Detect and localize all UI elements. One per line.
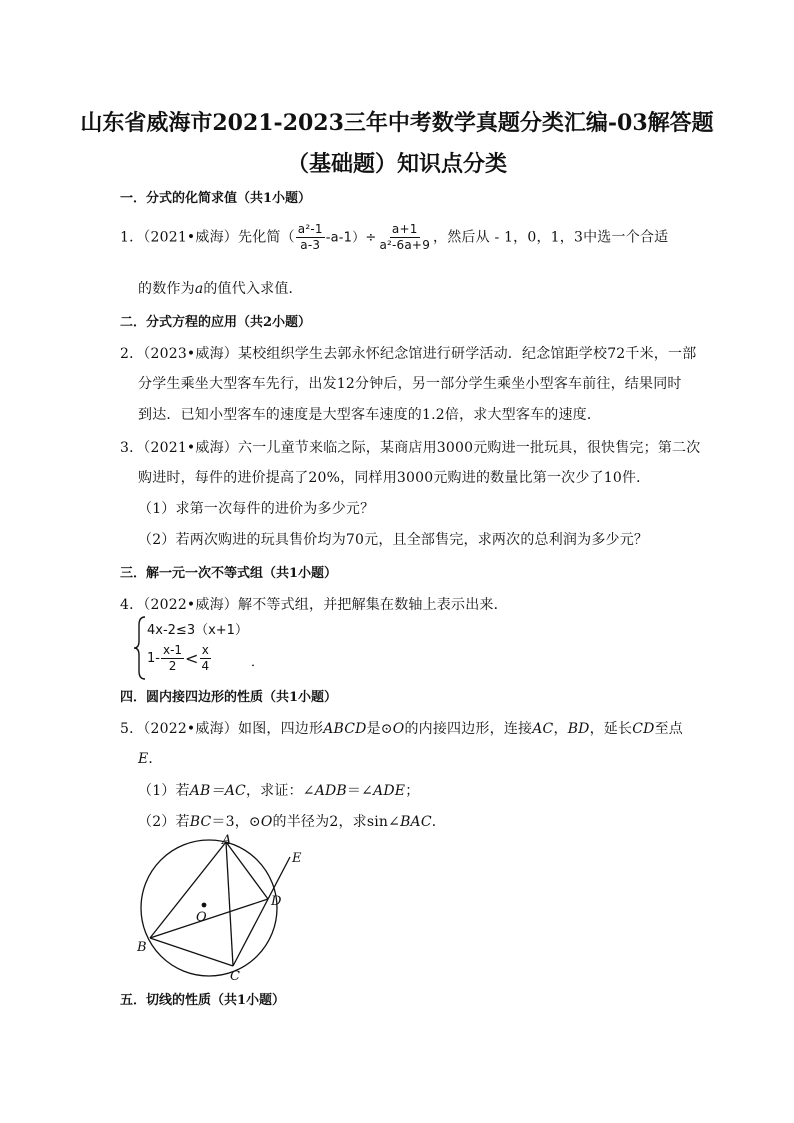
circle-quadrilateral-figure <box>120 830 320 985</box>
q5-abcd: ABCD <box>323 721 367 737</box>
ineq2-fraction-2 <box>199 643 211 674</box>
q5s1-text-d: ； <box>405 783 420 799</box>
q5s2-text-d: ． <box>431 814 446 830</box>
document-title-line-2: （基础题）知识点分类 <box>286 151 507 177</box>
q5-ac: AC <box>532 721 554 737</box>
q1-fraction-2 <box>377 222 432 253</box>
q5-cd: CD <box>632 721 655 737</box>
label-o: O <box>196 910 207 925</box>
q5-text-e: 至点 <box>654 721 683 737</box>
segment-ad <box>226 842 268 899</box>
question-5-sub-2 <box>138 811 446 831</box>
label-b: B <box>137 940 147 955</box>
question-1-line-1 <box>120 222 668 253</box>
q1-mid: -a-1）÷ <box>325 230 377 246</box>
segment-bc <box>150 938 233 966</box>
q5s1-adb: ADB <box>314 783 347 799</box>
label-a: A <box>222 833 232 848</box>
question-1-line-2 <box>138 278 303 298</box>
question-2-line-3: 到达．已知小型客车的速度是大型客车速度的1.2倍，求大型客车的速度． <box>138 407 602 423</box>
inequality-period: ． <box>251 655 265 670</box>
figure-lines <box>150 842 290 966</box>
q5s1-ab-eq-ac: AB＝AC <box>189 783 246 799</box>
ineq2-frac2-denominator: 4 <box>201 659 210 673</box>
question-4-line-1: 4．（2022•威海）解不等式组，并把解集在数轴上表示出来． <box>120 597 508 613</box>
q5-text-b: 是⊙ <box>366 721 393 737</box>
q5s2-bc: BC <box>189 814 212 830</box>
question-2-line-2: 分学生乘坐大型客车先行，出发12分钟后，另一部分学生乘坐小型客车前往，结果同时 <box>138 376 682 392</box>
q5s2-o: O <box>260 814 273 830</box>
label-d: D <box>271 894 282 909</box>
ineq2-frac1-denominator: 2 <box>168 659 177 673</box>
q5-period: ． <box>148 751 163 767</box>
q5s1-text-c: ＝∠ <box>346 783 374 799</box>
q1-line2-text-a: 的数作为 <box>138 281 195 297</box>
brace-icon <box>133 615 147 681</box>
section-heading-5: 五．切线的性质（共1小题） <box>120 993 286 1008</box>
q1-variable-a: a <box>194 281 204 297</box>
question-2-line-1: 2．（2023•威海）某校组织学生去郭永怀纪念馆进行研学活动．纪念馆距学校72千米，一部 <box>120 346 697 362</box>
question-5-line-1 <box>120 718 683 738</box>
q5s2-text-c: 的半径为2，求sin∠ <box>272 814 401 830</box>
q5-comma: ， <box>553 721 568 737</box>
inequality-system <box>133 615 273 681</box>
segment-ce <box>233 857 290 966</box>
center-point <box>202 903 207 908</box>
segment-ab <box>150 842 226 938</box>
section-heading-3: 三．解一元一次不等式组（共1小题） <box>120 566 338 581</box>
q5-bd: BD <box>567 721 590 737</box>
q5s2-text-a: （2）若 <box>138 814 190 830</box>
question-3-line-1: 3．（2021•威海）六一儿童节来临之际，某商店用3000元购进一批玩具，很快售完；第二次 <box>120 440 701 456</box>
section-heading-4: 四．圆内接四边形的性质（共1小题） <box>120 690 338 705</box>
label-c: C <box>230 969 240 984</box>
q1-suffix: ，然后从 - 1，0，1，3中选一个合适 <box>433 229 669 246</box>
section-heading-2: 二．分式方程的应用（共2小题） <box>120 315 312 330</box>
q1-frac1-numerator: a²-1 <box>297 222 323 236</box>
q5s2-bac: BAC <box>400 814 432 830</box>
inequality-2 <box>147 643 212 674</box>
question-3-sub-1: （1）求第一次每件的进价为多少元？ <box>138 501 375 517</box>
q5s1-ade: ADE <box>373 783 406 799</box>
label-e: E <box>292 851 302 866</box>
q5-text-a: 5．（2022•威海）如图，四边形 <box>120 721 324 737</box>
question-5-sub-1 <box>138 780 419 800</box>
q5-o: O <box>392 721 405 737</box>
q1-line2-text-b: 的值代入求值． <box>203 281 303 297</box>
ineq2-less-than: < <box>185 649 199 668</box>
document-title-line-1: 山东省威海市2021-2023三年中考数学真题分类汇编-03解答题 <box>80 110 714 136</box>
question-5-line-2 <box>138 748 163 768</box>
q5-point-e: E <box>138 751 149 767</box>
ineq2-frac1-numerator: x-1 <box>162 643 183 657</box>
q1-prefix: 1．（2021•威海）先化简（ <box>120 229 295 246</box>
q1-frac2-numerator: a+1 <box>391 222 418 236</box>
q5-text-d: ，延长 <box>589 721 633 737</box>
q1-frac2-denominator: a²-6a+9 <box>379 238 431 252</box>
question-3-line-2: 购进时，每件的进价提高了20%，同样用3000元购进的数量比第一次少了10件． <box>138 470 651 486</box>
q1-fraction-1 <box>296 222 325 253</box>
q5s2-text-b: ＝3，⊙ <box>211 814 261 830</box>
q5s1-text-b: ，求证：∠ <box>245 783 315 799</box>
ineq2-frac2-numerator: x <box>201 643 209 657</box>
ineq2-fraction-1 <box>161 643 184 674</box>
question-3-sub-2: （2）若两次购进的玩具售价均为70元，且全部售完，求两次的总利润为多少元？ <box>138 532 649 548</box>
segment-ac <box>226 842 233 966</box>
ineq2-lhs: 1- <box>147 651 160 666</box>
q1-frac1-denominator: a-3 <box>300 238 321 252</box>
q5s1-text-a: （1）若 <box>138 783 190 799</box>
section-heading-1: 一．分式的化简求值（共1小题） <box>120 191 312 206</box>
circle-o <box>141 840 277 976</box>
inequality-1: 4x-2≤3（x+1） <box>147 623 248 638</box>
q5-text-c: 的内接四边形，连接 <box>404 721 533 737</box>
